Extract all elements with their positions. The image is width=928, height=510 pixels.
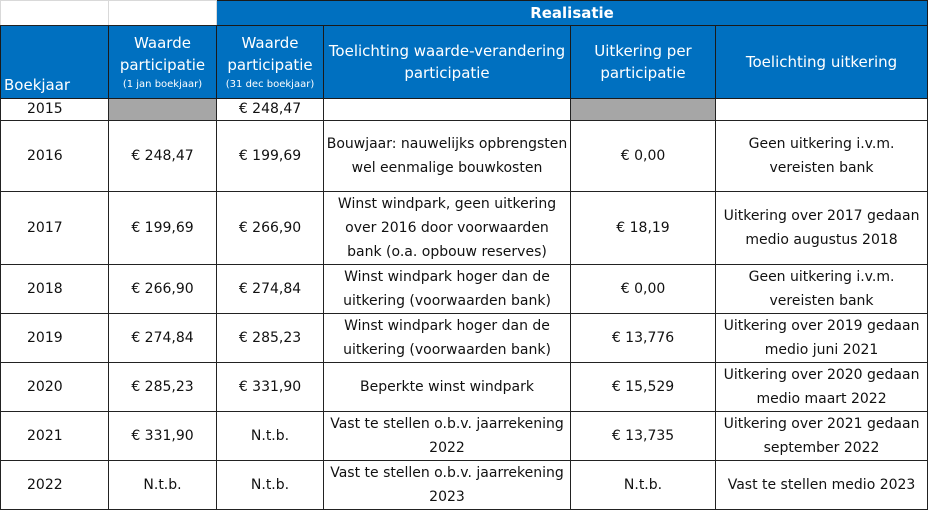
header-value-end-label: Waarde participatie [227, 34, 313, 74]
payout-cell[interactable]: € 13,735 [571, 412, 716, 461]
payout-note-cell[interactable]: Uitkering over 2021 gedaan september 2022 [716, 412, 928, 461]
header-payout[interactable]: Uitkering per participatie [571, 26, 716, 99]
value-note-cell[interactable]: Winst windpark hoger dan de uitkering (voorwaarden bank) [324, 314, 571, 363]
header-value-note[interactable]: Toelichting waarde-verandering participatie [324, 26, 571, 99]
value-note-cell[interactable]: Vast te stellen o.b.v. jaarrekening 2023 [324, 461, 571, 510]
payout-cell[interactable]: € 0,00 [571, 121, 716, 192]
value-note-cell[interactable]: Beperkte winst windpark [324, 363, 571, 412]
empty-cell[interactable] [1, 1, 109, 26]
table-row [1, 461, 928, 510]
value-start-cell[interactable] [109, 99, 217, 121]
header-row [1, 26, 928, 99]
value-end-cell[interactable]: € 331,90 [217, 363, 324, 412]
table-row [1, 99, 928, 121]
payout-note-cell[interactable]: Geen uitkering i.v.m. vereisten bank [716, 265, 928, 314]
year-cell[interactable]: 2021 [1, 412, 109, 461]
header-value-end[interactable] [217, 26, 324, 99]
value-note-cell[interactable]: Vast te stellen o.b.v. jaarrekening 2022 [324, 412, 571, 461]
payout-note-cell[interactable]: Vast te stellen medio 2023 [716, 461, 928, 510]
year-cell[interactable]: 2016 [1, 121, 109, 192]
value-end-cell[interactable]: N.t.b. [217, 461, 324, 510]
title-row [1, 1, 928, 26]
payout-note-cell[interactable]: Uitkering over 2019 gedaan medio juni 2021 [716, 314, 928, 363]
payout-note-cell[interactable]: Geen uitkering i.v.m. vereisten bank [716, 121, 928, 192]
header-payout-note[interactable]: Toelichting uitkering [716, 26, 928, 99]
title-cell[interactable]: Realisatie [217, 1, 928, 26]
payout-cell[interactable]: € 0,00 [571, 265, 716, 314]
payout-cell[interactable]: € 18,19 [571, 192, 716, 265]
value-start-cell[interactable]: € 274,84 [109, 314, 217, 363]
value-note-cell[interactable]: Winst windpark, geen uitkering over 2016 door voorwaarden bank (o.a. opbouw reserves) [324, 192, 571, 265]
value-start-cell[interactable]: € 331,90 [109, 412, 217, 461]
value-start-cell[interactable]: N.t.b. [109, 461, 217, 510]
table-row [1, 265, 928, 314]
year-cell[interactable]: 2020 [1, 363, 109, 412]
payout-note-cell[interactable] [716, 99, 928, 121]
value-start-cell[interactable]: € 285,23 [109, 363, 217, 412]
table-row [1, 121, 928, 192]
header-value-end-sub: (31 dec boekjaar) [225, 79, 315, 90]
payout-cell[interactable] [571, 99, 716, 121]
value-note-cell[interactable]: Winst windpark hoger dan de uitkering (voorwaarden bank) [324, 265, 571, 314]
payout-cell[interactable]: € 13,776 [571, 314, 716, 363]
empty-cell[interactable] [109, 1, 217, 26]
year-cell[interactable]: 2015 [1, 99, 109, 121]
header-value-start-sub: (1 jan boekjaar) [122, 79, 203, 90]
value-start-cell[interactable]: € 199,69 [109, 192, 217, 265]
table-row [1, 363, 928, 412]
value-end-cell[interactable]: € 248,47 [217, 99, 324, 121]
value-note-cell[interactable] [324, 99, 571, 121]
value-note-cell[interactable]: Bouwjaar: nauwelijks opbrengsten wel eenmalige bouwkosten [324, 121, 571, 192]
value-start-cell[interactable]: € 248,47 [109, 121, 217, 192]
year-cell[interactable]: 2017 [1, 192, 109, 265]
table-row [1, 192, 928, 265]
year-cell[interactable]: 2022 [1, 461, 109, 510]
header-year[interactable]: Boekjaar [1, 26, 109, 99]
value-end-cell[interactable]: € 266,90 [217, 192, 324, 265]
payout-cell[interactable]: € 15,529 [571, 363, 716, 412]
payout-note-cell[interactable]: Uitkering over 2017 gedaan medio augustus 2018 [716, 192, 928, 265]
value-end-cell[interactable]: € 274,84 [217, 265, 324, 314]
value-start-cell[interactable]: € 266,90 [109, 265, 217, 314]
value-end-cell[interactable]: € 285,23 [217, 314, 324, 363]
year-cell[interactable]: 2018 [1, 265, 109, 314]
value-end-cell[interactable]: N.t.b. [217, 412, 324, 461]
payout-note-cell[interactable]: Uitkering over 2020 gedaan medio maart 2022 [716, 363, 928, 412]
header-value-start-label: Waarde participatie [119, 34, 206, 74]
year-cell[interactable]: 2019 [1, 314, 109, 363]
table-row [1, 314, 928, 363]
table-row [1, 412, 928, 461]
header-value-start[interactable] [109, 26, 217, 99]
value-end-cell[interactable]: € 199,69 [217, 121, 324, 192]
payout-cell[interactable]: N.t.b. [571, 461, 716, 510]
